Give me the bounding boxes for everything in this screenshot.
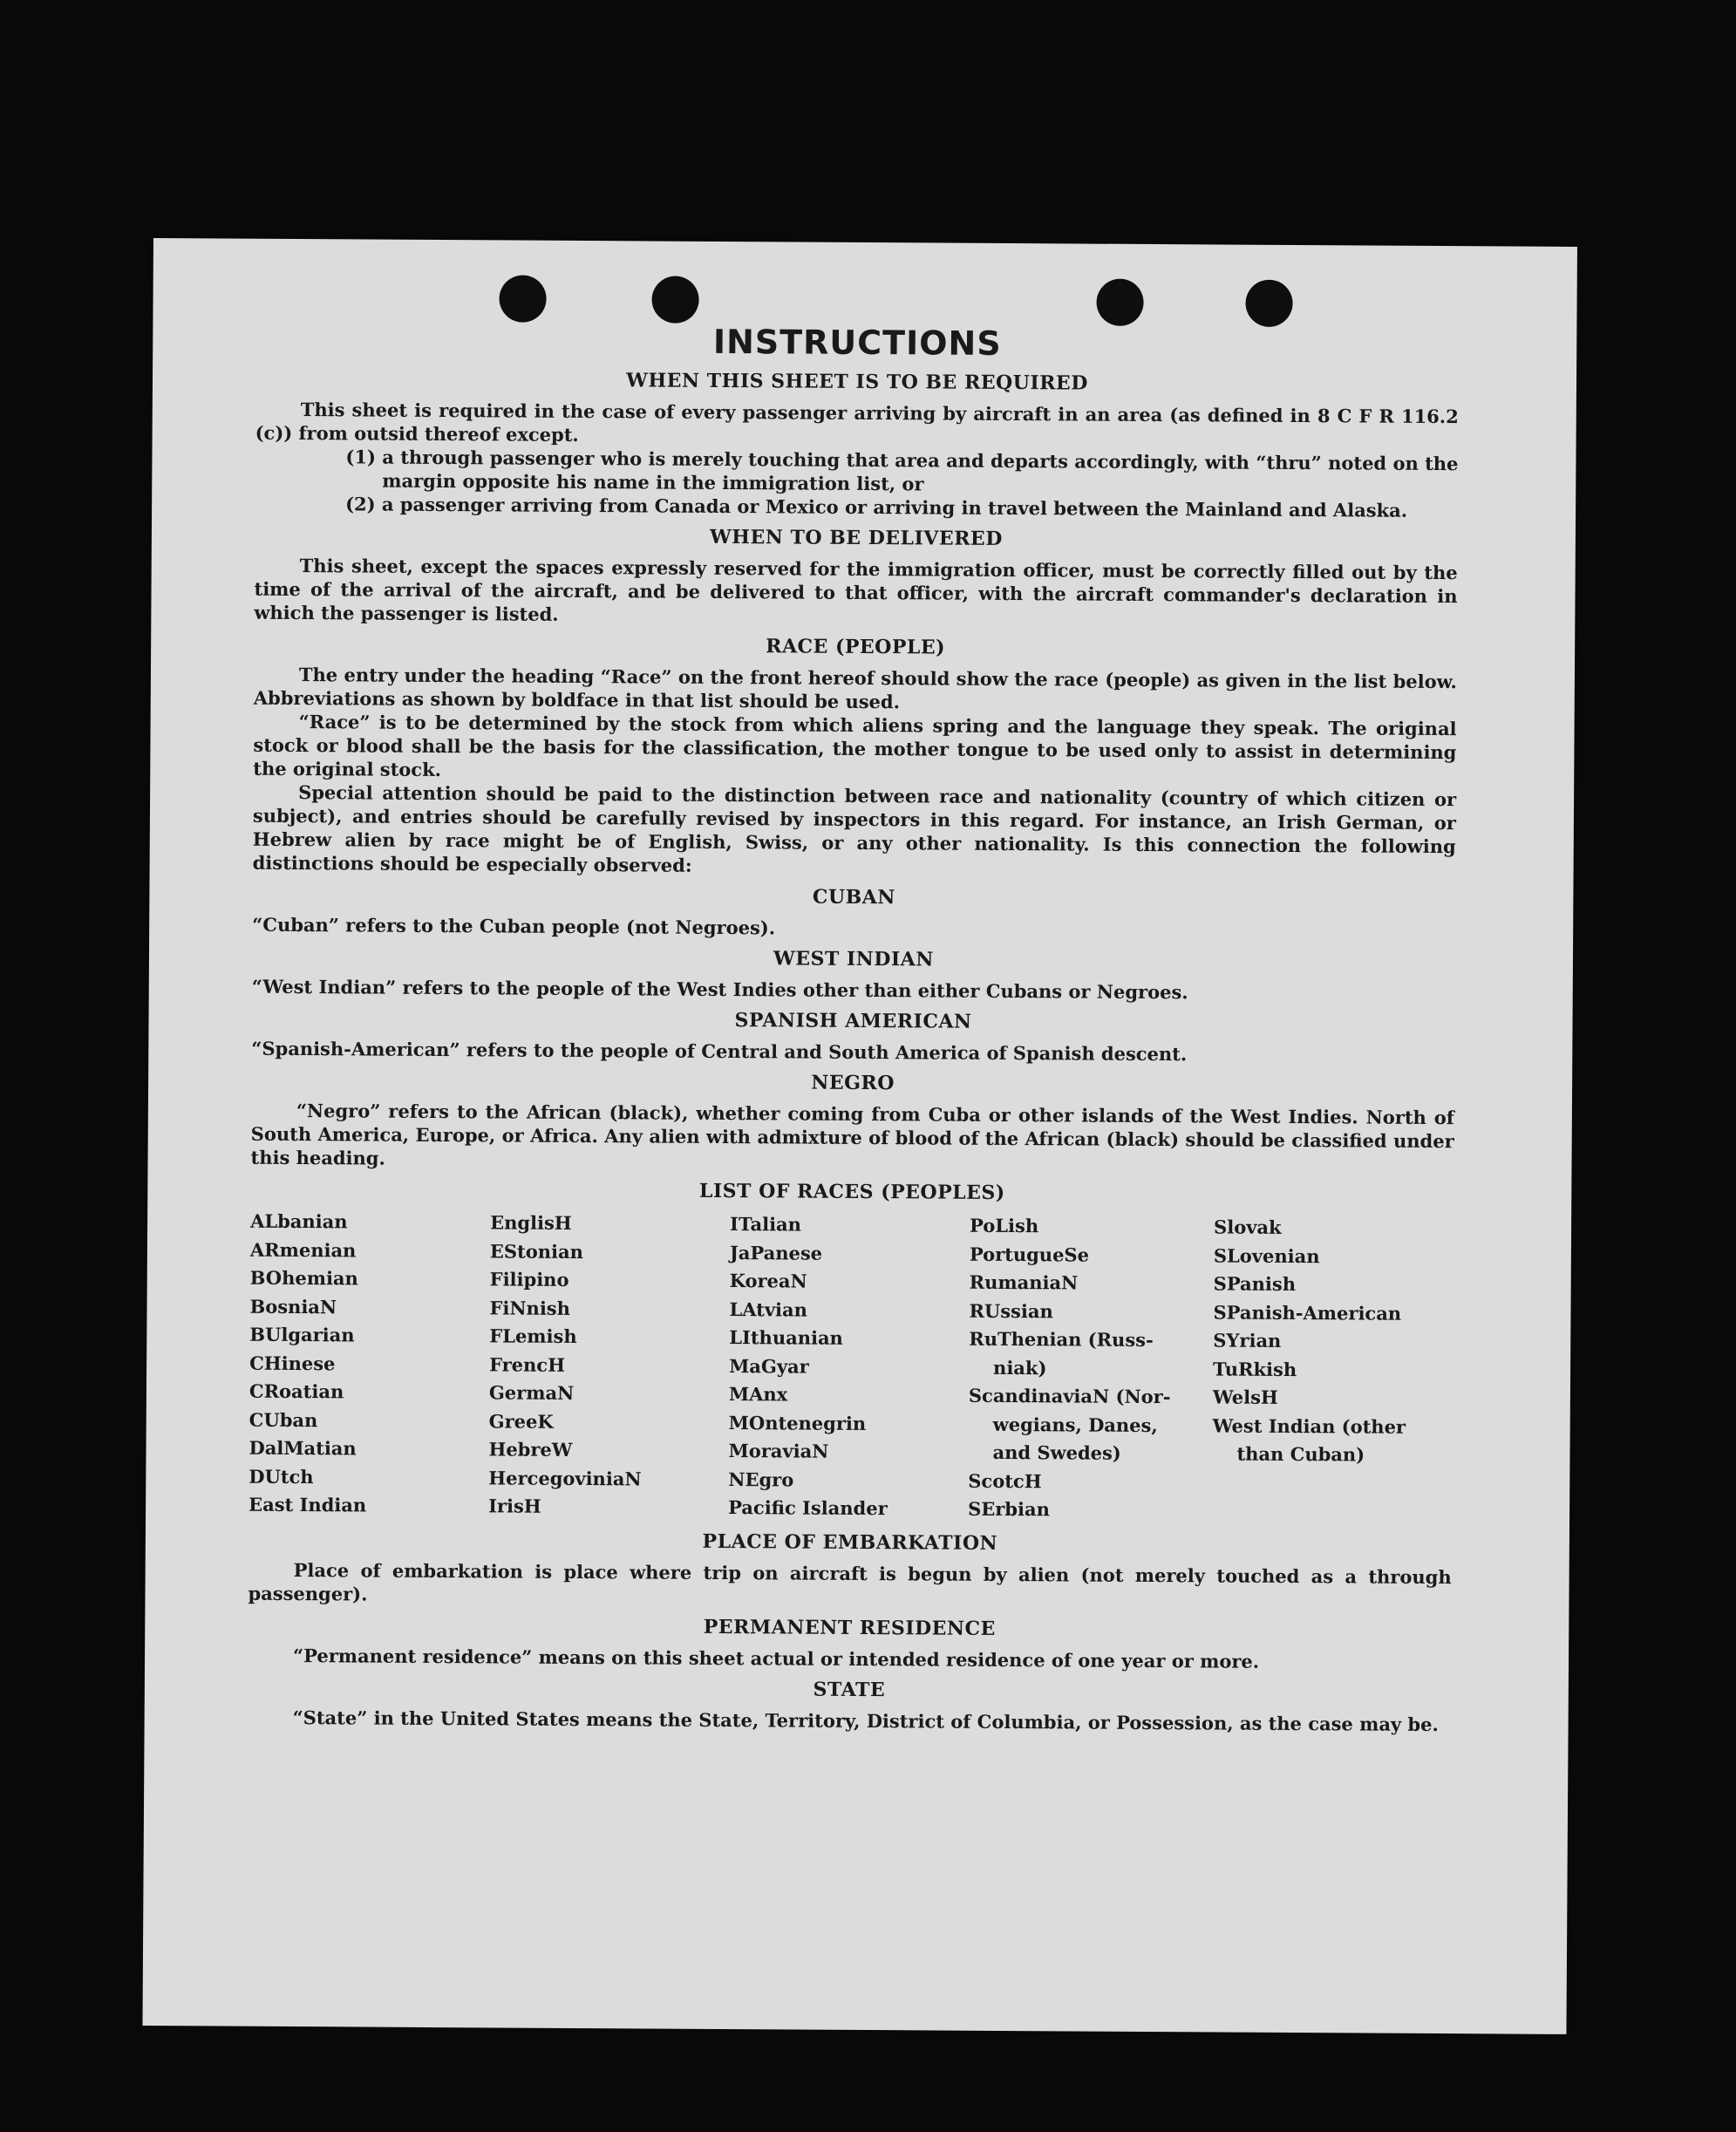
race-list-item: SPanish (1213, 1272, 1297, 1296)
race-list-item: MOntenegrin (728, 1411, 867, 1434)
race-list-item: Slovak (1214, 1216, 1282, 1238)
race-list-item: Pacific Islander (728, 1496, 888, 1520)
race-list-item: CUban (248, 1408, 318, 1431)
punch-hole-4 (1245, 280, 1292, 327)
heading-cuban: CUBAN (812, 885, 895, 909)
race-list-item: EStonian (489, 1239, 583, 1263)
heading-when-delivered: WHEN TO BE DELIVERED (709, 525, 1003, 550)
race-list-item: IrisH (488, 1495, 541, 1517)
race-list-item: than Cuban) (1236, 1442, 1365, 1466)
race-list-item: and Swedes) (992, 1441, 1121, 1464)
race-list-item: BUlgarian (249, 1323, 355, 1346)
race-list-item: RumaniaN (969, 1270, 1079, 1294)
race-list-item: BosniaN (249, 1295, 337, 1318)
race-list-item: ARmenian (249, 1238, 357, 1261)
race-list-item: GreeK (488, 1409, 554, 1433)
permanent-residence-text: “Permanent residence” means on this sheet actual or intended residence of one year or more. (293, 1644, 1260, 1672)
race-list-item: DUtch (248, 1465, 314, 1488)
races-column-2 (488, 1209, 730, 1522)
heading-state: STATE (813, 1678, 886, 1701)
race-list-item: Filipino (489, 1268, 569, 1291)
race-list-item: ALbanian (250, 1209, 348, 1233)
race-list-item: ScandinaviaN (Nor- (968, 1384, 1171, 1408)
state-text: “State” in the United States means the State, Territory, District of Columbia, or Possession, as the case may be. (292, 1706, 1439, 1735)
race-list-item: CHinese (249, 1352, 336, 1374)
punch-hole-1 (499, 275, 546, 322)
races-column-4 (968, 1212, 1214, 1525)
race-list-item: SPanish-American (1213, 1300, 1402, 1325)
race-list-item: MaGyar (729, 1354, 809, 1378)
heading-west-indian: WEST INDIAN (773, 947, 934, 971)
document-content (248, 319, 1460, 1736)
heading-permanent-residence: PERMANENT RESIDENCE (703, 1615, 996, 1640)
race-list-item: FiNnish (489, 1296, 571, 1319)
race-list-item: NEgro (728, 1468, 794, 1491)
race-list-item: LAtvian (729, 1298, 808, 1321)
race-list-item: LIthuanian (729, 1326, 843, 1349)
race-list-item: West Indian (other (1212, 1413, 1406, 1438)
heading-when-required: WHEN THIS SHEET IS TO BE REQUIRED (626, 369, 1088, 395)
heading-negro: NEGRO (811, 1071, 895, 1095)
race-list-item: WelsH (1212, 1386, 1278, 1408)
race-list-item: niak) (993, 1356, 1047, 1379)
race-list-item: RuThenian (Russ- (969, 1327, 1154, 1352)
race-list-item: GermaN (488, 1381, 575, 1404)
race-list-item: FLemish (489, 1325, 577, 1347)
race-list-item: EnglisH (490, 1211, 572, 1234)
races-column-1 (248, 1208, 490, 1521)
when-required-intro: This sheet is required in the case of every passenger arriving by aircraft in an area (as defined in 8 C F R 116.2 (c)) from outsid thereof except. (255, 398, 1459, 446)
page-title: INSTRUCTIONS (712, 322, 1002, 363)
race-list-item: BOhemian (249, 1266, 358, 1290)
race-list-item: HercegoviniaN (488, 1466, 642, 1489)
embarkation-text: Place of embarkation is place where trip on aircraft is begun by alien (not merely touched as a through passenger). (248, 1558, 1452, 1605)
race-list-item: PoLish (970, 1214, 1039, 1237)
race-list-item: MAnx (728, 1383, 788, 1406)
races-column-3 (728, 1210, 970, 1523)
punch-hole-3 (1096, 279, 1143, 326)
race-list-item: PortugueSe (969, 1243, 1090, 1266)
heading-race: RACE (PEOPLE) (766, 635, 946, 659)
race-list-item: ScotcH (968, 1469, 1042, 1492)
race-paragraph-1: The entry under the heading “Race” on the front hereof should show the race (people) as given in the list below. Abbreviations as shown by boldface in that list should be used. (253, 664, 1457, 713)
race-list-item: East Indian (248, 1493, 367, 1516)
race-list-item: KoreaN (729, 1270, 807, 1292)
race-list-item: SLovenian (1213, 1243, 1320, 1267)
race-list-item: SYrian (1213, 1329, 1282, 1352)
races-column-5 (1212, 1213, 1453, 1526)
race-list-item: RUssian (969, 1299, 1053, 1322)
when-required-item-2: (2) a passenger arriving from Canada or Mexico or arriving in travel between the Mainland and Alaska. (345, 493, 1408, 521)
race-list-item: SErbian (968, 1497, 1050, 1521)
race-list-item: wegians, Danes, (992, 1413, 1158, 1436)
race-list-item: CRoatian (248, 1379, 344, 1403)
race-list-item: DalMatian (248, 1436, 357, 1460)
document-sheet (142, 238, 1576, 2034)
punch-hole-2 (651, 276, 698, 323)
race-list-item: ITalian (730, 1213, 802, 1236)
spanish-american-text: “Spanish-American” refers to the people of Central and South America of Spanish descent. (251, 1037, 1188, 1066)
race-list-item: HebreW (488, 1438, 573, 1461)
heading-list-of-races: LIST OF RACES (PEOPLES) (698, 1179, 1005, 1204)
when-delivered-text: This sheet, except the spaces expressly reserved for the immigration officer, must be correctly filled out by the time of the arrival of the aircraft, and be delivered to that officer, with the aircraft commander's declaration in which the passenger is listed. (254, 555, 1458, 625)
race-paragraph-2: “Race” is to be determined by the stock from which aliens spring and the language they speak. The original stock or blood shall be the basis for the classification, the mother tongue to be used only to assist in determining the original stock. (253, 711, 1457, 781)
heading-embarkation: PLACE OF EMBARKATION (702, 1529, 998, 1555)
negro-text: “Negro” refers to the African (black), whether coming from Cuba or other islands of the West Indies. North of South America, Europe, or Africa. Any alien with admixture of blood of the African (black) should be classified under this heading. (250, 1100, 1454, 1169)
race-list-item: MoraviaN (728, 1440, 829, 1462)
cuban-text: “Cuban” refers to the Cuban people (not Negroes). (252, 913, 776, 939)
heading-spanish-american: SPANISH AMERICAN (734, 1009, 972, 1033)
race-list-item: FrencH (489, 1352, 566, 1376)
race-paragraph-3: Special attention should be paid to the distinction between race and nationality (country of which citizen or subject), and entries should be carefully revised by inspectors in this regard. For instance, an Irish German, or Hebrew alien by race might be of English, Swiss, or any other nationality. Is this connection the following distinctions should be especially observed: (252, 781, 1457, 876)
races-list (248, 1208, 1453, 1527)
race-list-item: JaPanese (729, 1241, 823, 1264)
race-list-item: TuRkish (1213, 1357, 1297, 1380)
when-required-item-1: (1) a through passenger who is merely touching that area and departs accordingly, with “thru” noted on the margin opposite his name in the immigration list, or (345, 446, 1459, 495)
west-indian-text: “West Indian” refers to the people of the West Indies other than either Cubans or Negroes. (251, 975, 1188, 1004)
